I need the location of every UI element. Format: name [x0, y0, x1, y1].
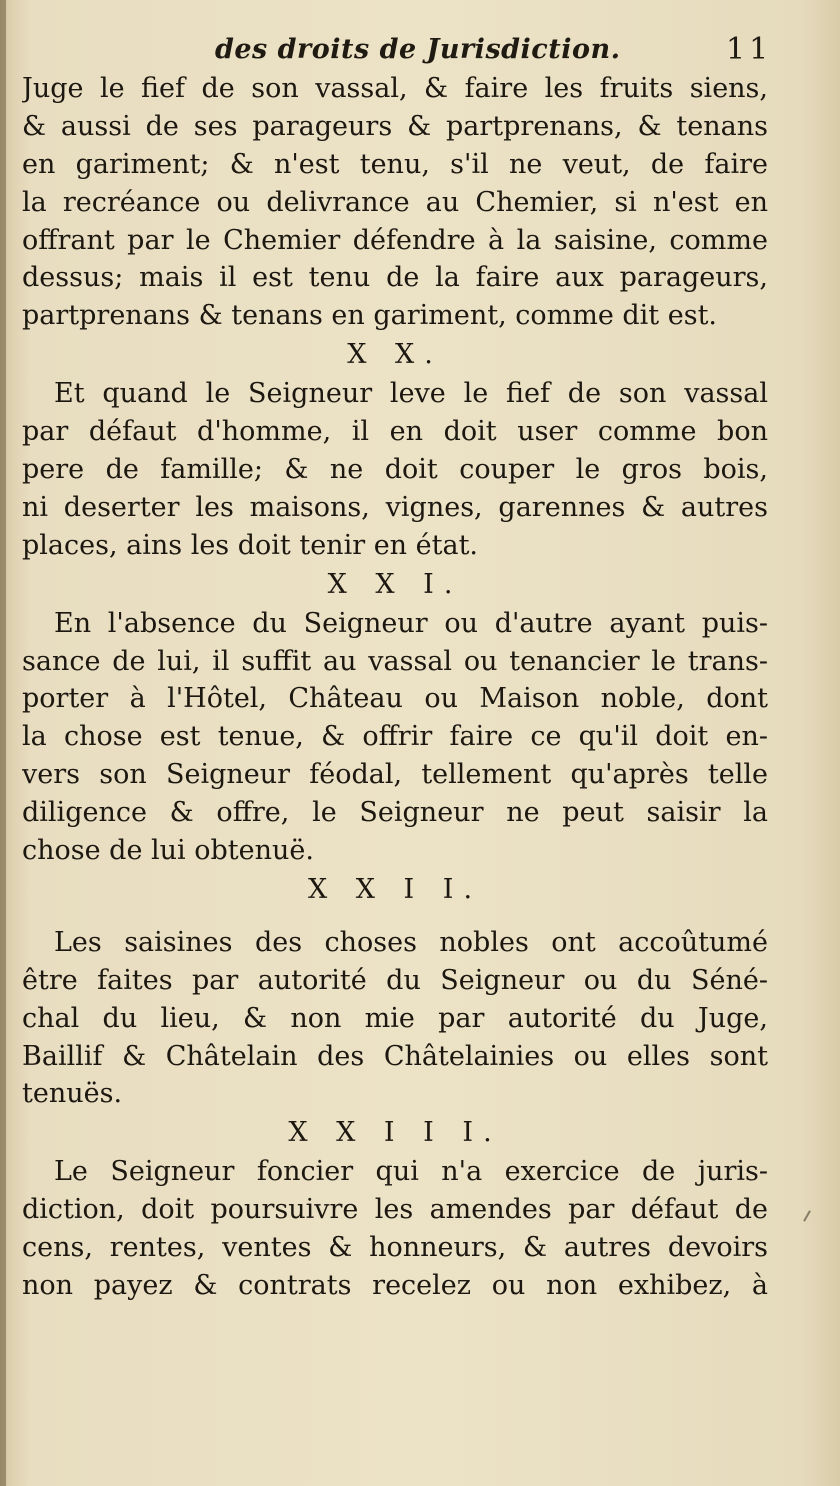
text-line: partprenans & tenans en gariment, comme dit est.: [22, 300, 717, 332]
text-line: chose de lui obtenuë.: [22, 835, 314, 867]
text-line: chal du lieu, & non mie par autorité du Juge,: [22, 1002, 768, 1034]
text-line: offrant par le Chemier défendre à la saisine, comme: [22, 224, 768, 256]
text-line: tenuës.: [22, 1078, 123, 1110]
text-line: dessus; mais il est tenu de la faire aux parageurs,: [22, 262, 768, 294]
article-number: X X I I.: [307, 873, 483, 905]
text-line: non payez & contrats recelez ou non exhibez, à: [22, 1270, 768, 1302]
article-number: X X I I I.: [288, 1117, 502, 1149]
text-line: places, ains les doit tenir en état.: [22, 529, 479, 561]
running-title: des droits de Jurisdiction.: [215, 34, 621, 65]
text-line: Et quand le Seigneur leve le fief de son vassal: [54, 378, 768, 410]
text-line: sance de lui, il suffit au vassal ou tenancier le trans-: [22, 645, 768, 677]
text-line: cens, rentes, ventes & honneurs, & autres devoirs: [22, 1232, 768, 1264]
text-line: & aussi de ses parageurs & partprenans, & tenans: [22, 110, 768, 142]
text-line: vers son Seigneur féodal, tellement qu'après telle: [22, 759, 768, 791]
article-number: X X I.: [327, 568, 463, 600]
text-line: ni deserter les maisons, vignes, garennes & autres: [22, 491, 768, 523]
text-line: en gariment; & n'est tenu, s'il ne veut, de faire: [22, 148, 768, 180]
margin-mark: [803, 1210, 811, 1221]
article-number: X X.: [347, 339, 443, 371]
text-line: porter à l'Hôtel, Château ou Maison noble, dont: [22, 683, 768, 715]
text-line: être faites par autorité du Seigneur ou du Séné-: [22, 964, 768, 996]
text-line: diligence & offre, le Seigneur ne peut saisir la: [22, 797, 768, 829]
text-line: pere de famille; & ne doit couper le gros bois,: [22, 454, 768, 486]
text-line: Les saisines des choses nobles ont accoûtumé: [54, 926, 768, 958]
text-line: Juge le fief de son vassal, & faire les fruits siens,: [22, 73, 768, 104]
text-line: diction, doit poursuivre les amendes par défaut de: [22, 1194, 768, 1226]
text-line: la recréance ou delivrance au Chemier, si n'est en: [22, 186, 768, 218]
page-number: 11: [726, 32, 773, 67]
text-line: la chose est tenue, & offrir faire ce qu'il doit en-: [22, 721, 768, 753]
body-text: [22, 70, 768, 1305]
text-line: par défaut d'homme, il en doit user comme bon: [22, 416, 768, 448]
text-line: Baillif & Châtelain des Châtelainies ou elles sont: [22, 1040, 768, 1072]
text-line: En l'absence du Seigneur ou d'autre ayant puis-: [54, 607, 768, 639]
page-gutter-shadow: [0, 0, 6, 1486]
text-line: Le Seigneur foncier qui n'a exercice de juris-: [54, 1156, 768, 1188]
paragraph-gap: [22, 910, 768, 924]
